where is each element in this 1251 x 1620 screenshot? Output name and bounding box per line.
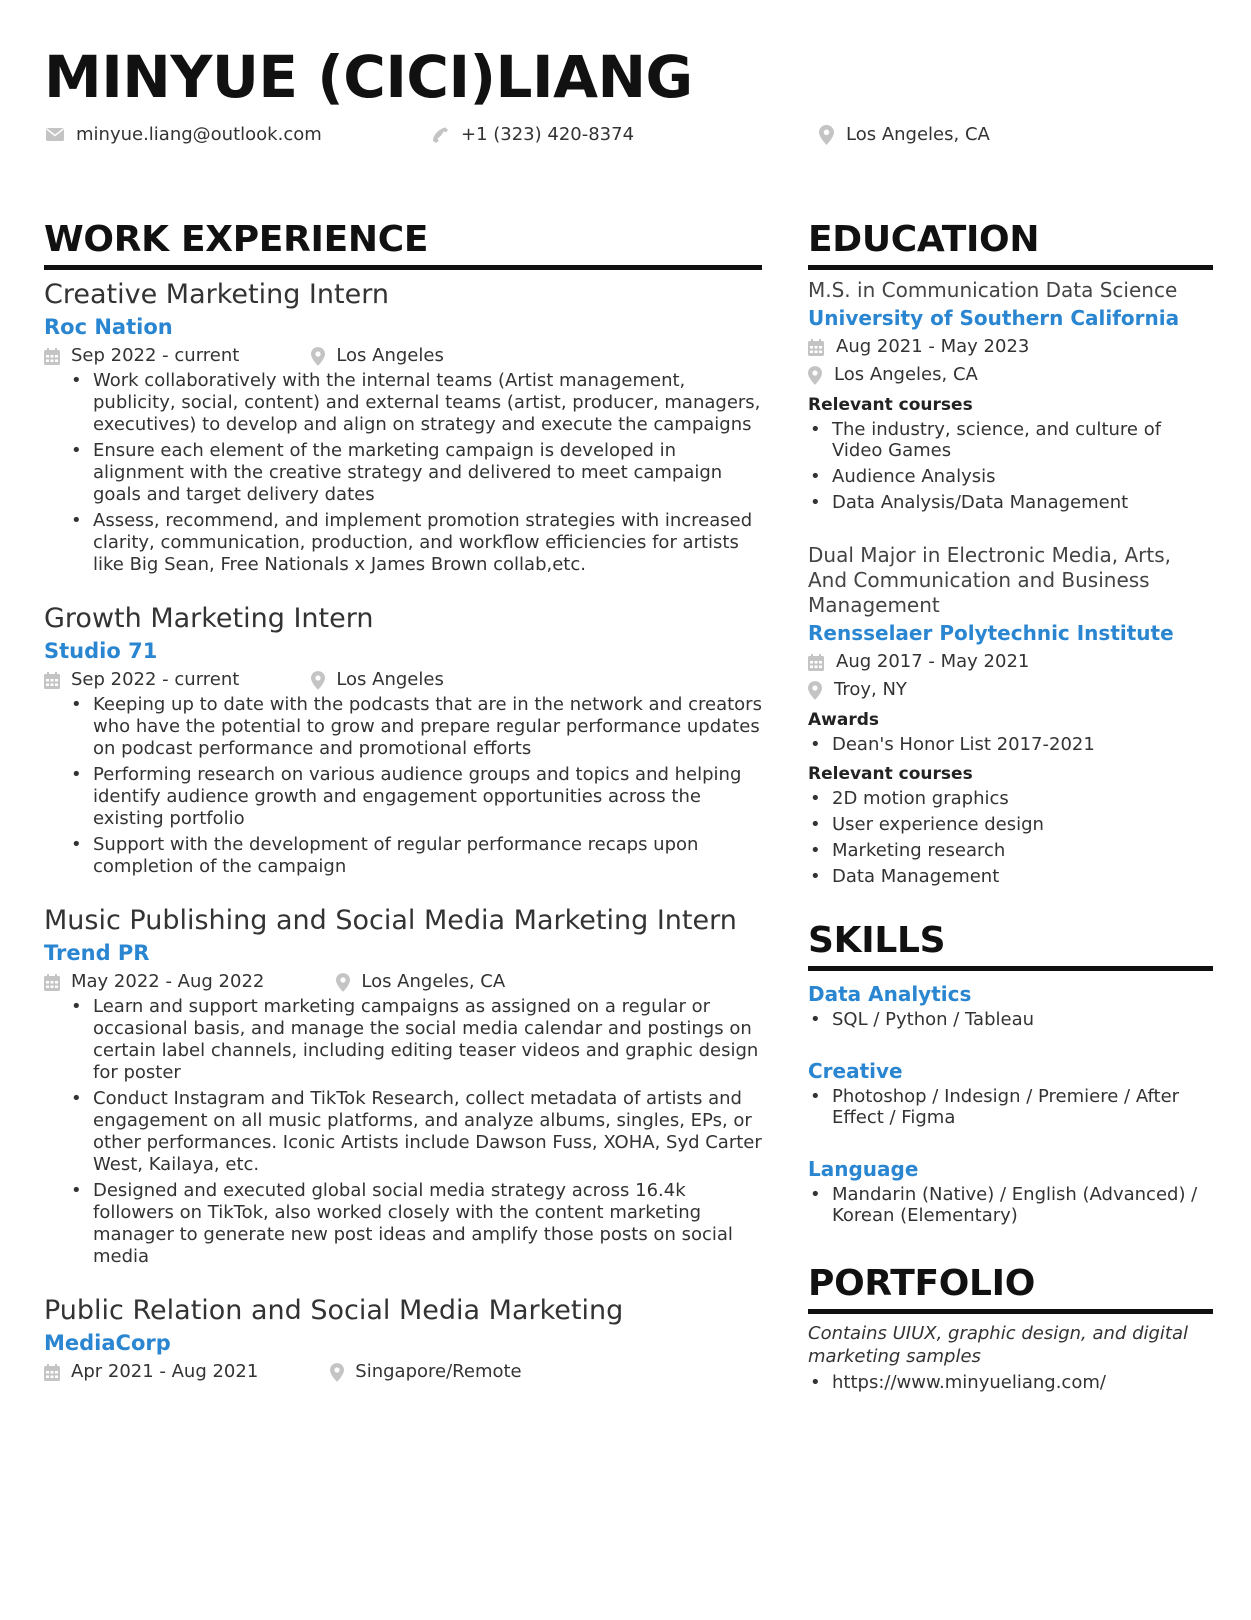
courses-heading: Relevant courses [808, 764, 973, 784]
email-icon [46, 128, 64, 141]
job-entry [44, 904, 762, 1268]
skill-group [808, 1154, 1213, 1226]
job-bullet: • Designed and executed global social media strategy across 16.4k followers on TikTok, also worked closely with the content marketing manager to generate new post ideas and amplify those posts on social media [71, 1180, 762, 1268]
skill-item: • SQL / Python / Tableau [808, 1009, 1213, 1030]
job-location-text: Singapore/Remote [355, 1361, 522, 1382]
job-dates [44, 666, 239, 694]
calendar-icon [44, 672, 60, 689]
job-bullet: • Learn and support marketing campaigns as assigned on a regular or occasional basis, and manage the social media calendar and postings on certain label channels, including editing teaser videos and graphic design for poster [71, 996, 762, 1084]
location-icon [330, 1363, 344, 1382]
job-entry [44, 278, 762, 576]
left-column [44, 219, 762, 1412]
job-dates [44, 968, 264, 996]
job-dates [44, 342, 239, 370]
awards-heading: Awards [808, 710, 880, 730]
company-name: Roc Nation [44, 315, 173, 339]
education-dates-text: Aug 2017 - May 2021 [836, 651, 1030, 672]
education-list [808, 278, 1213, 887]
education-dates [808, 333, 1213, 361]
location-icon [819, 125, 834, 145]
award-item: • Dean's Honor List 2017-2021 [808, 734, 1213, 755]
job-bullet: • Work collaboratively with the internal teams (Artist management, publicity, social, content) and external teams (artist, producer, managers, executives) to develop and align on strategy and execute the campaigns [71, 370, 762, 436]
job-bullets [44, 694, 762, 878]
job-meta [44, 342, 762, 370]
company-name: Trend PR [44, 941, 150, 965]
job-entry [44, 602, 762, 878]
contact-phone[interactable] [431, 124, 634, 145]
job-dates-text: Sep 2022 - current [71, 669, 240, 690]
phone-icon [431, 126, 449, 144]
skill-category: Language [808, 1157, 919, 1181]
skill-items [808, 1086, 1213, 1128]
job-bullet: • Keeping up to date with the podcasts that are in the network and creators who have the potential to grow and prepare regular performance updates on podcast performance and promotional efforts [71, 694, 762, 760]
skill-category: Creative [808, 1059, 903, 1083]
location-icon [311, 671, 325, 690]
job-location [336, 968, 505, 996]
degree: M.S. in Communication Data Science [808, 278, 1178, 302]
skills-list [808, 979, 1213, 1226]
skill-category: Data Analytics [808, 982, 972, 1006]
company-name: MediaCorp [44, 1331, 171, 1355]
job-meta [44, 666, 762, 694]
job-bullet: • Assess, recommend, and implement promotion strategies with increased clarity, communication, production, and workflow efficiencies for artists like Big Sean, Free Nationals x James Brown collab,etc. [71, 510, 762, 576]
job-dates-text: Apr 2021 - Aug 2021 [71, 1361, 259, 1382]
skill-group [808, 979, 1213, 1030]
job-bullet: • Ensure each element of the marketing campaign is developed in alignment with the creative strategy and delivered to meet campaign goals and target delivery dates [71, 440, 762, 506]
course-item: • The industry, science, and culture of Video Games [808, 419, 1213, 461]
calendar-icon [44, 974, 60, 991]
skill-item: • Mandarin (Native) / English (Advanced) / Korean (Elementary) [808, 1184, 1213, 1226]
job-location [330, 1358, 521, 1386]
skill-items [808, 1184, 1213, 1226]
portfolio-links [808, 1372, 1213, 1393]
candidate-name: MINYUE (CICI)LIANG [44, 43, 693, 111]
school-name: Rensselaer Polytechnic Institute [808, 621, 1174, 645]
job-location-text: Los Angeles [336, 345, 444, 366]
courses-list [808, 788, 1213, 887]
job-meta [44, 1358, 762, 1386]
phone-text[interactable]: +1 (323) 420-8374 [461, 124, 635, 145]
location-icon [336, 973, 350, 992]
job-location-text: Los Angeles, CA [361, 971, 506, 992]
education-dates [808, 648, 1213, 676]
job-dates [44, 1358, 258, 1386]
job-dates-text: May 2022 - Aug 2022 [71, 971, 265, 992]
job-title: Growth Marketing Intern [44, 603, 374, 634]
skill-items [808, 1009, 1213, 1030]
degree: Dual Major in Electronic Media, Arts, And Communication and Business Management [808, 543, 1171, 617]
education-heading: EDUCATION [808, 222, 1213, 270]
location-icon [808, 366, 822, 385]
calendar-icon [44, 348, 60, 365]
education-entry [808, 543, 1213, 887]
course-item: • Marketing research [808, 840, 1213, 861]
portfolio-heading: PORTFOLIO [808, 1266, 1213, 1314]
work-experience-heading: WORK EXPERIENCE [44, 222, 762, 270]
skills-heading: SKILLS [808, 923, 1213, 971]
contact-location [819, 124, 990, 145]
job-bullet: • Support with the development of regular performance recaps upon completion of the campaign [71, 834, 762, 878]
location-icon [311, 347, 325, 366]
location-icon [808, 681, 822, 700]
job-location-text: Los Angeles [336, 669, 444, 690]
job-location [311, 342, 444, 370]
email-text[interactable]: minyue.liang@outlook.com [76, 124, 322, 145]
course-item: • 2D motion graphics [808, 788, 1213, 809]
school-name: University of Southern California [808, 306, 1180, 330]
job-title: Music Publishing and Social Media Marketing Intern [44, 905, 737, 936]
education-location-text: Troy, NY [834, 679, 907, 700]
course-item: • Audience Analysis [808, 466, 1213, 487]
education-entry [808, 278, 1213, 513]
job-location [311, 666, 444, 694]
courses-list [808, 419, 1213, 513]
skill-item: • Photoshop / Indesign / Premiere / After Effect / Figma [808, 1086, 1213, 1128]
job-dates-text: Sep 2022 - current [71, 345, 240, 366]
calendar-icon [808, 654, 824, 671]
job-title: Creative Marketing Intern [44, 279, 389, 310]
course-item: • Data Analysis/Data Management [808, 492, 1213, 513]
job-bullet: • Conduct Instagram and TikTok Research, collect metadata of artists and engagement on all music platforms, and analyze albums, singles, EPs, or other performances. Iconic Artists include Dawson Fuss, XOHA, Syd Carter West, Kailaya, etc. [71, 1088, 762, 1176]
calendar-icon [44, 1364, 60, 1381]
job-bullets [44, 996, 762, 1268]
course-item: • User experience design [808, 814, 1213, 835]
education-location [808, 361, 1213, 389]
job-entry [44, 1294, 762, 1386]
location-text: Los Angeles, CA [846, 124, 990, 145]
job-bullets [44, 370, 762, 576]
contact-email[interactable] [46, 124, 322, 145]
right-column [808, 219, 1213, 1398]
portfolio-description: Contains UIUX, graphic design, and digital marketing samples [808, 1323, 1189, 1367]
portfolio-link[interactable]: • https://www.minyueliang.com/ [808, 1372, 1213, 1393]
education-location [808, 676, 1213, 704]
job-title: Public Relation and Social Media Marketing [44, 1295, 624, 1326]
jobs-list [44, 278, 762, 1386]
calendar-icon [808, 339, 824, 356]
awards-list [808, 734, 1213, 755]
job-bullet: • Performing research on various audience groups and topics and helping identify audience growth and engagement opportunities across the existing portfolio [71, 764, 762, 830]
company-name: Studio 71 [44, 639, 158, 663]
education-dates-text: Aug 2021 - May 2023 [836, 336, 1030, 357]
skill-group [808, 1056, 1213, 1128]
course-item: • Data Management [808, 866, 1213, 887]
job-meta [44, 968, 762, 996]
courses-heading: Relevant courses [808, 395, 973, 415]
education-location-text: Los Angeles, CA [834, 364, 978, 385]
